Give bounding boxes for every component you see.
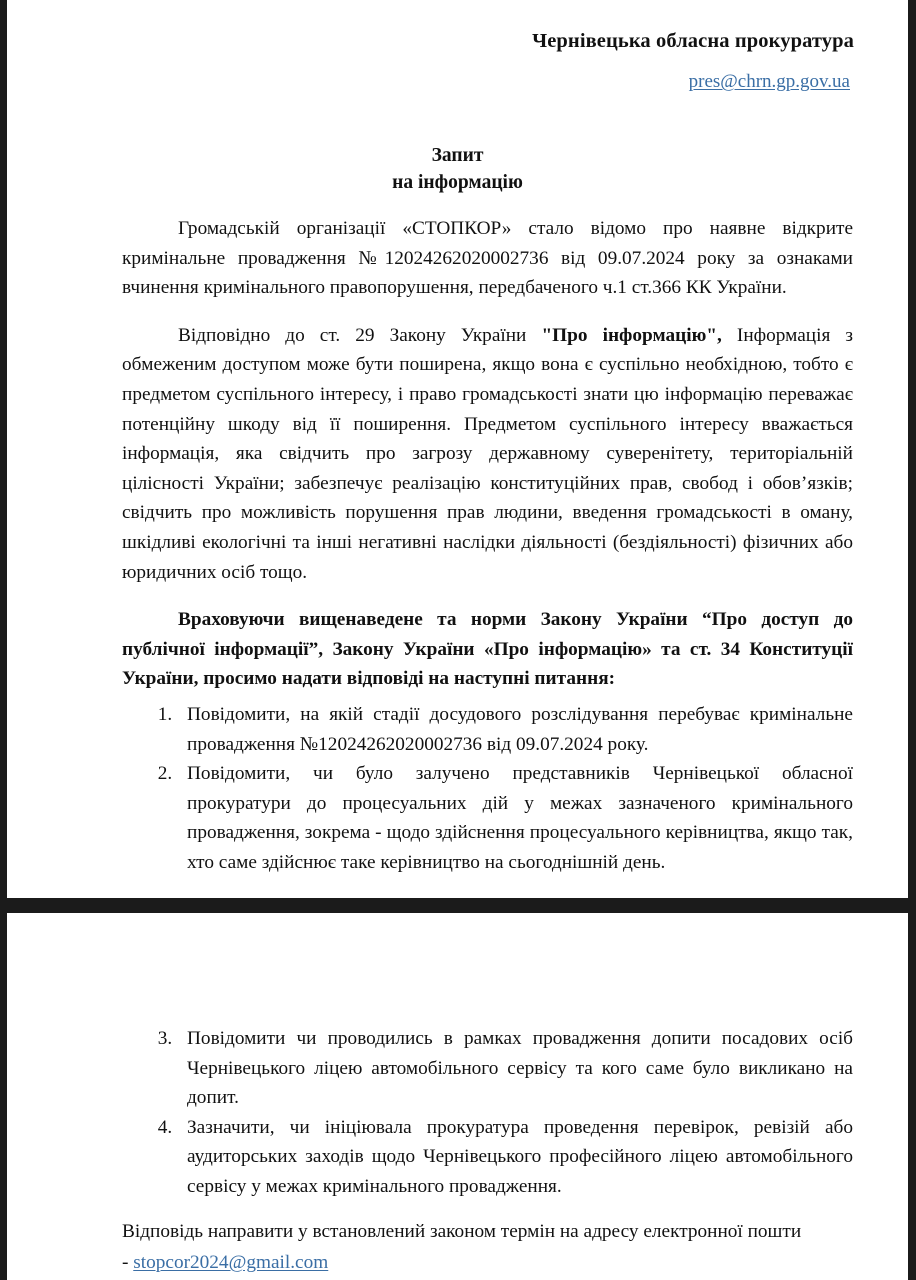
paragraph-2-law-name: "Про інформацію", [541,324,722,346]
list-item: 1. Повідомити, на якій стадії досудового розслідування перебуває кримінальне провадження №12024262020002736 від 09.07.2024 року. [177,700,853,759]
questions-list-page-1 [122,700,853,878]
paragraph-1: Громадській організації «СТОПКОР» стало відомо про наявне відкрите кримінальне провадження №12024262020002736 від 09.07.2024 року за ознаками вчинення кримінального правопорушення, передбаченого ч.1 ст.366 КК України. [122,218,853,299]
title-line-1: Запит [431,145,484,166]
closing-text: Відповідь направити у встановлений законом термін на адресу електронної пошти [122,1221,802,1242]
paragraph-2 [122,321,853,587]
document-page-2 [7,913,908,1280]
closing-dash: - [122,1252,134,1273]
recipient-email-link[interactable]: pres@chrn.gp.gov.ua [688,71,850,92]
paragraph-2-rest: Інформація з обмеженим доступом може бути поширена, якщо вона є суспільно необхідною, тобто є предметом суспільного інтересу, і право громадськості знати цю інформацію переважає потенційну шкоду від її поширення. Предметом суспільного інтересу вважається інформація, яка свідчить про загрозу державному суверенітету, територіальній цілісності України; забезпечує реалізацію конституційних прав, свобод і обов’язків; свідчить про можливість порушення прав людини, введення громадськості в оману, шкідливі екологічні та інші негативні наслідки діяльності (бездіяльності) фізичних або юридичних осіб тощо. [122,324,853,583]
recipient-organization: Чернівецька обласна прокуратура [532,30,854,52]
document-title [7,142,908,196]
list-item: 2. Повідомити, чи було залучено представників Чернівецької обласної прокуратури до процесуальних дій у межах зазначеного кримінального провадження, зокрема - щодо здійснення процесуального керівництва, якщо так, хто саме здійснює таке керівництво на сьогоднішній день. [177,759,853,877]
title-line-2: на інформацію [392,172,523,193]
list-item: 4. Зазначити, чи ініціювала прокуратура проведення перевірок, ревізій або аудиторських заходів щодо Чернівецького професійного ліцею автомобільного сервісу у межах кримінального провадження. [177,1113,853,1202]
paragraph-2-lead: Відповідно до ст. 29 Закону України [178,324,542,346]
sender-email-link[interactable]: stopcor2024@gmail.com [133,1252,329,1273]
questions-list-page-2 [122,1024,853,1202]
closing-paragraph [122,1216,853,1278]
document-body-page-1 [122,214,853,877]
document-body-page-2 [122,1018,853,1202]
document-page-1 [7,0,908,898]
page-separator [0,898,916,913]
list-item: 3. Повідомити чи проводились в рамках провадження допити посадових осіб Чернівецького ліцею автомобільного сервісу та кого саме було викликано на допит. [177,1024,853,1113]
paragraph-3-request-intro: Враховуючи вищенаведене та норми Закону України “Про доступ до публічної інформації”, Закону України «Про інформацію» та ст. 34 Конституції України, просимо надати відповіді на наступні питання: [122,609,853,690]
